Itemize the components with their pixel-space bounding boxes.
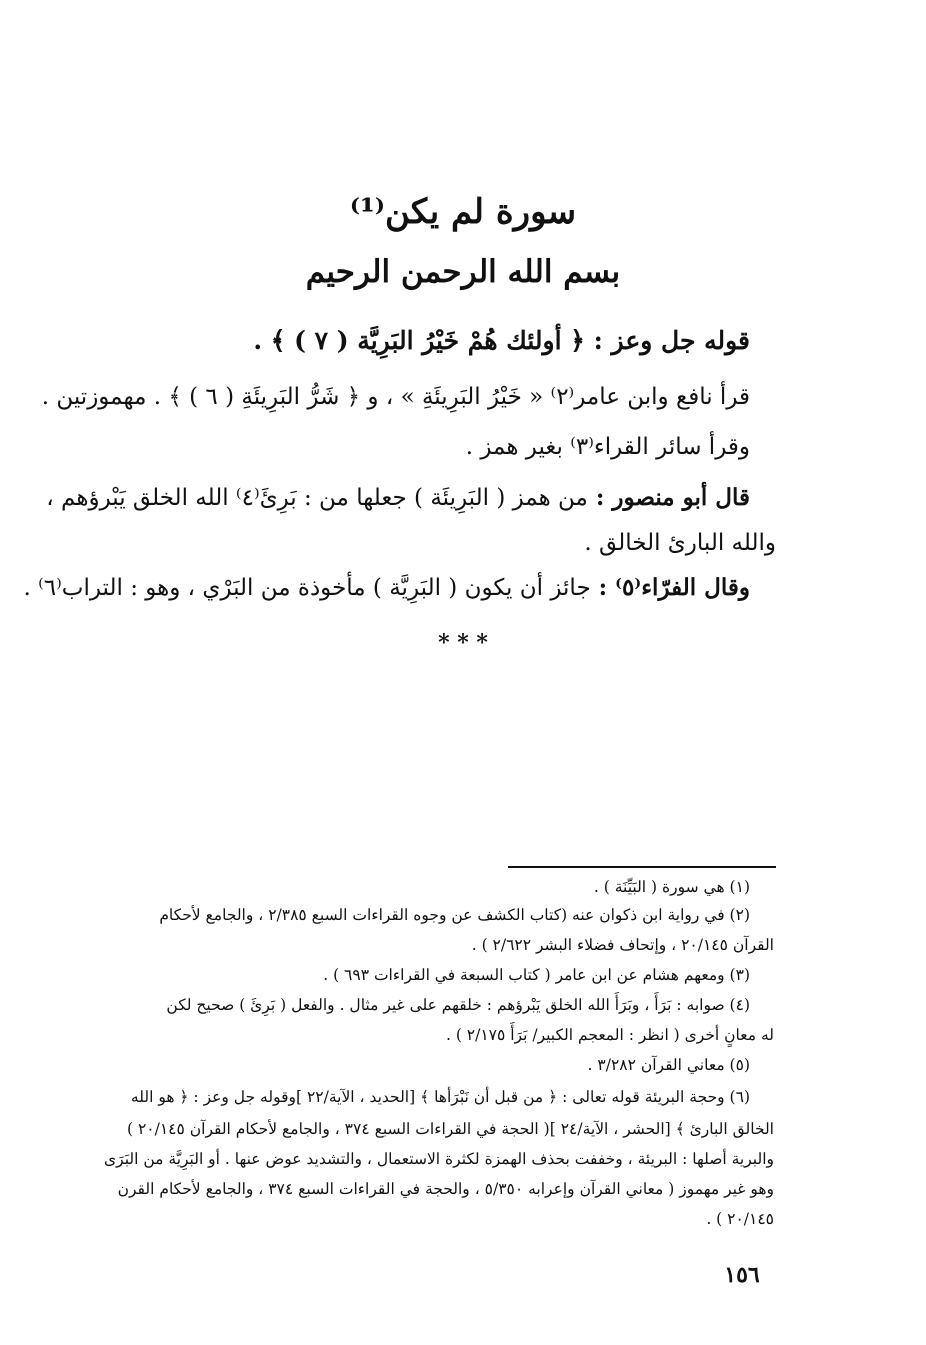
surah-title: سورة لم يكن⁽¹⁾ xyxy=(349,192,577,232)
basmala: بسم الله الرحمن الرحيم xyxy=(305,254,621,290)
verse-heading-lead: قوله جل وعز : xyxy=(584,326,750,355)
abu-mansur-continuation xyxy=(156,530,776,556)
farra-line xyxy=(23,574,750,601)
footnote-4: (٤) صوابه : بَرَأَ ، وبَرَأَ الله الخلق يَبْرؤهم : خلقهم على غير مثال . والفعل ( بَرِئَ ) صحيح لكن xyxy=(166,996,750,1014)
footnote-separator-rule xyxy=(508,866,776,868)
footnote-2-continuation: القرآن ٢٠/١٤٥ ، وإتحاف فضلاء البشر ٢/٦٢٢ ) . xyxy=(471,936,774,954)
verse-heading-text: ﴿ أولئك هُمْ خَيْرُ البَرِيَّة ( ٧ ) ﴾ . xyxy=(253,326,585,355)
footnote-4-continuation: له معانٍ أخرى ( انظر : المعجم الكبير/ بَرَأَ ٢/١٧٥ ) . xyxy=(445,1026,774,1044)
abu-mansur-line xyxy=(46,484,750,511)
farra-text: جائز أن يكون ( البَرِيَّة ) مأخوذة من البَرْي ، وهو : التراب⁽٦⁾ . xyxy=(23,575,591,601)
footnote-6-line-2: الخالق البارئ ﴾ [الحشر ، الآية/٢٤ ]( الحجة في القراءات السبع ٣٧٤ ، والجامع لأحكام القرآن ٢٠/١٤٥ ) xyxy=(126,1120,774,1138)
abu-mansur-text: من همز ( البَرِيئَة ) جعلها من : بَرِئَ⁽٤⁾ الله الخلق يَبْرؤهم ، xyxy=(46,485,588,511)
abu-mansur-continuation-text: والله البارئ الخالق . xyxy=(584,530,776,556)
reading-line-2 xyxy=(130,434,750,460)
reading-line-1-text: قرأ نافع وابن عامر⁽٢⁾ « خَيْرُ البَرِيئَةِ » ، و ﴿ شَرُّ البَرِيئَةِ ( ٦ ) ﴾ . مهموزتين . xyxy=(41,384,750,410)
footnote-6-line-3: والبرية أصلها : البريئة ، وخففت بحذف الهمزة لكثرة الاستعمال ، والتشديد عوض عنها . أو البَرِيَّة من البَرَى xyxy=(104,1150,774,1168)
footnote-3: (٣) ومعهم هشام عن ابن عامر ( كتاب السبعة في القراءات ٦٩٣ ) . xyxy=(323,966,750,984)
footnote-6-line-5: ٢٠/١٤٥ ) . xyxy=(706,1210,774,1228)
reading-line-1 xyxy=(41,384,750,410)
verse-heading-line xyxy=(130,326,750,355)
farra-lead: وقال الفرّاء⁽٥⁾ : xyxy=(590,574,750,601)
footnote-6: (٦) وحجة البريئة قوله تعالى : ﴿ من قبل أن نَبْرَأها ﴾ [الحديد ، الآية/٢٢ ]وقوله جل وعز : ﴿ هو الله xyxy=(130,1088,750,1106)
abu-mansur-lead: قال أبو منصور : xyxy=(587,484,750,511)
footnote-6-line-4: وهو غير مهموز ( معاني القرآن وإعرابه ٥/٣٥٠ ، والحجة في القراءات السبع ٣٧٤ ، والجامع لأحكام القرن xyxy=(117,1180,774,1198)
reading-line-2-text: وقرأ سائر القراء⁽٣⁾ بغير همز . xyxy=(465,434,750,460)
footnote-5: (٥) معاني القرآن ٣/٢٨٢ . xyxy=(587,1056,750,1074)
footnote-2: (٢) في رواية ابن ذكوان عنه (كتاب الكشف عن وجوه القراءات السبع ٢/٣٨٥ ، والجامع لأحكام xyxy=(159,906,750,924)
footnote-1: (١) هي سورة ( البَيِّنَة ) . xyxy=(593,878,750,896)
page-number: ١٥٦ xyxy=(724,1262,760,1288)
section-divider-stars: * * * xyxy=(438,630,488,656)
